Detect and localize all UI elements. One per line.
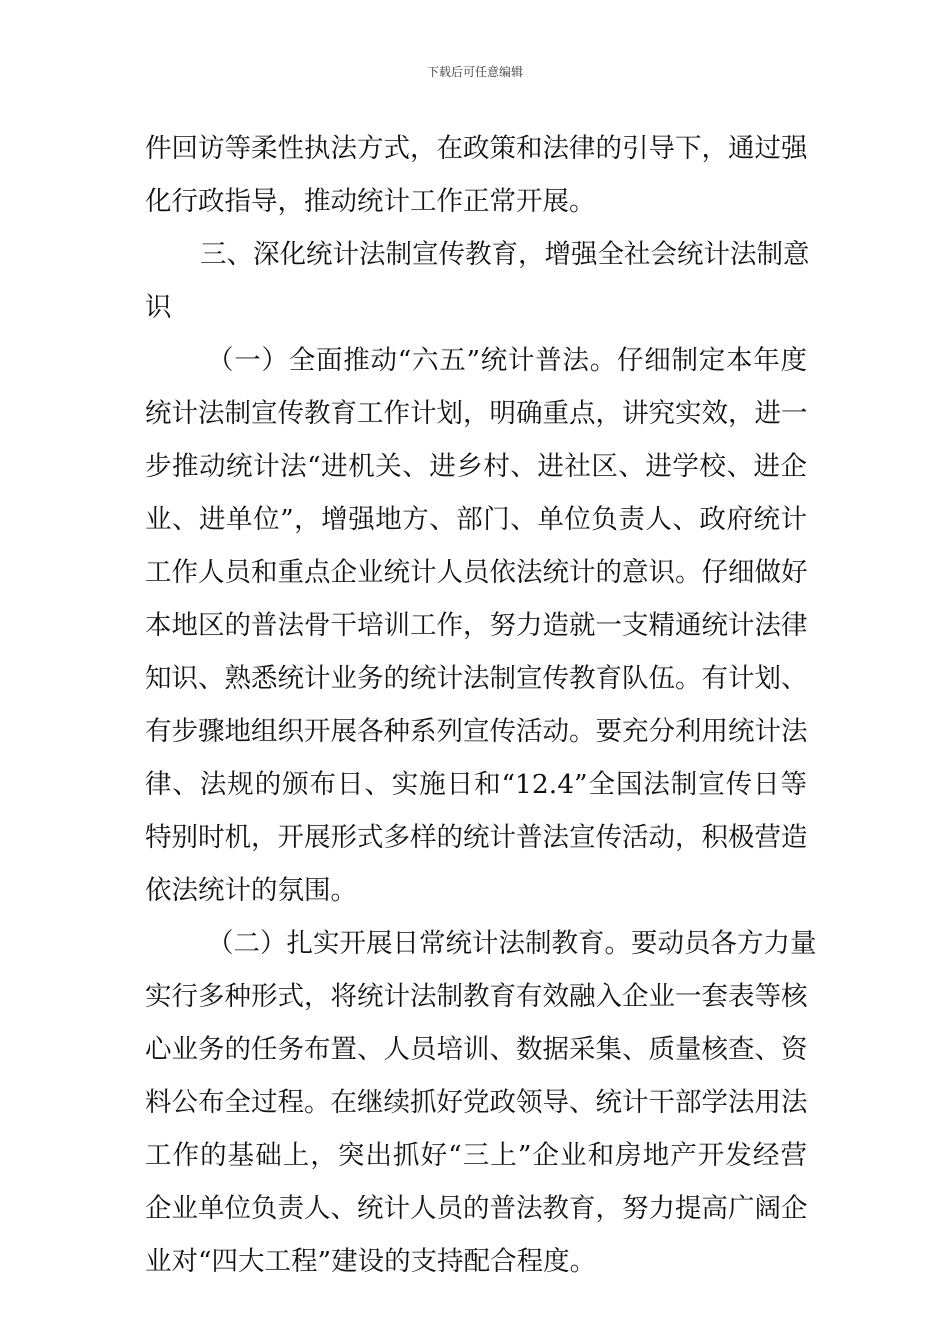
paragraph-line: 心业务的任务布置、人员培训、数据采集、质量核查、资 bbox=[145, 1034, 808, 1065]
paragraph-line: 有步骤地组织开展各种系列宣传活动。要充分利用统计法 bbox=[145, 716, 808, 747]
paragraph-line: 化行政指导，推动统计工作正常开展。 bbox=[145, 186, 596, 217]
paragraph-line: 特别时机，开展形式多样的统计普法宣传活动，积极营造 bbox=[145, 822, 808, 853]
page-header-note: 下载后可任意编辑 bbox=[426, 65, 523, 79]
paragraph-line: 实行多种形式，将统计法制教育有效融入企业一套表等核 bbox=[145, 981, 808, 1012]
section-heading-line: 识 bbox=[145, 292, 172, 323]
paragraph-line: 依法统计的氛围。 bbox=[145, 875, 357, 906]
section-heading-line: 三、深化统计法制宣传教育，增强全社会统计法制意 bbox=[200, 239, 810, 270]
paragraph-line: 件回访等柔性执法方式，在政策和法律的引导下，通过强 bbox=[145, 133, 808, 164]
document-body bbox=[145, 128, 817, 1294]
paragraph-line: 业、进单位”，增强地方、部门、单位负责人、政府统计 bbox=[145, 504, 807, 535]
paragraph-line: 统计法制宣传教育工作计划，明确重点，讲究实效，进一 bbox=[145, 398, 808, 429]
paragraph-line: 企业单位负责人、统计人员的普法教育，努力提高广阔企 bbox=[145, 1193, 808, 1224]
paragraph-line: 步推动统计法“进机关、进乡村、进社区、进学校、进企 bbox=[145, 451, 807, 482]
paragraph-line: 知识、熟悉统计业务的统计法制宣传教育队伍。有计划、 bbox=[145, 663, 808, 694]
paragraph-line: 工作的基础上，突出抓好“三上”企业和房地产开发经营 bbox=[145, 1140, 807, 1171]
paragraph-line: 工作人员和重点企业统计人员依法统计的意识。仔细做好 bbox=[145, 557, 808, 588]
paragraph-line: 律、法规的颁布日、实施日和“12.4”全国法制宣传日等 bbox=[145, 769, 807, 800]
paragraph-line: （一）全面推动“六五”统计普法。仔细制定本年度 bbox=[207, 345, 807, 376]
paragraph-line: 业对“四大工程”建设的支持配合程度。 bbox=[145, 1246, 597, 1277]
paragraph-line: （二）扎实开展日常统计法制教育。要动员各方力量 bbox=[207, 928, 817, 959]
paragraph-line: 料公布全过程。在继续抓好党政领导、统计干部学法用法 bbox=[145, 1087, 808, 1118]
paragraph-line: 本地区的普法骨干培训工作，努力造就一支精通统计法律 bbox=[145, 610, 808, 641]
